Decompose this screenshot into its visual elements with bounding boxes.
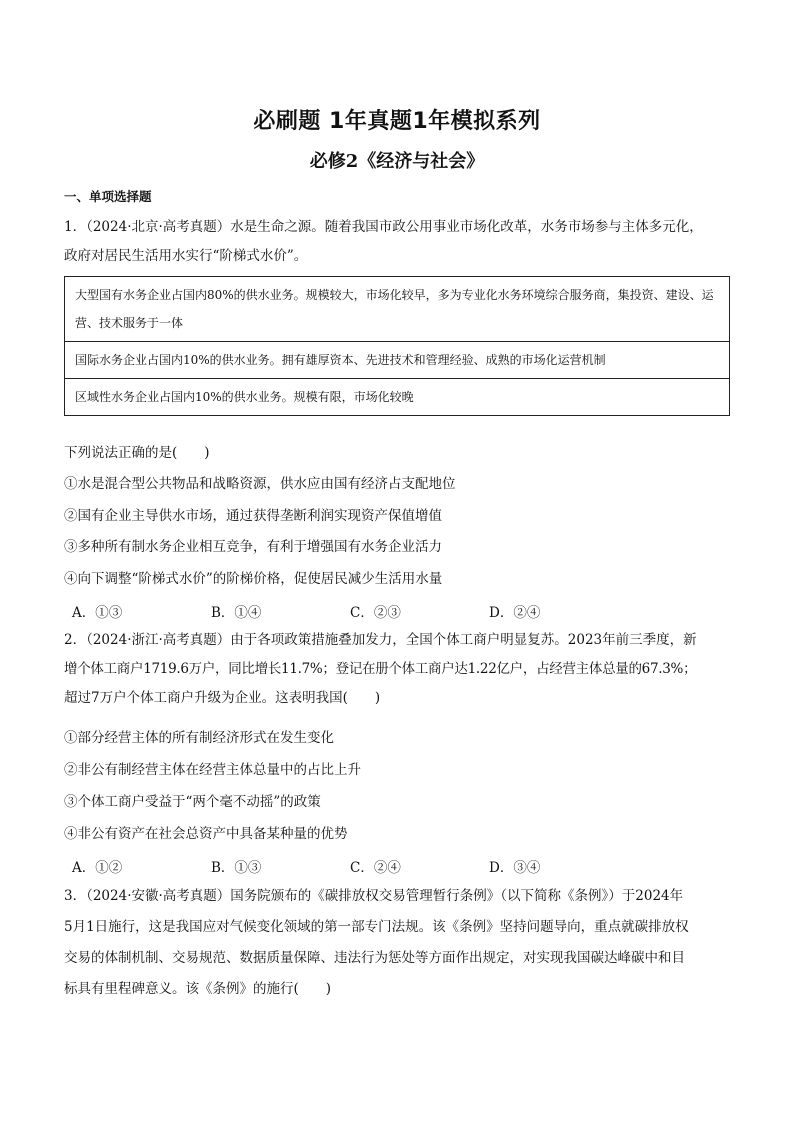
table-row <box>65 342 730 379</box>
table-cell: 国际水务企业占国内10%的供水业务。拥有雄厚资本、先进技术和管理经验、成熟的市场化运营机制 <box>65 342 730 379</box>
question-1-table <box>64 276 730 416</box>
question-1-stem: 下列说法正确的是( ) <box>64 445 210 461</box>
question-3-line-1: 3．（2024·安徽·高考真题）国务院颁布的《碳排放权交易管理暂行条例》（以下简称《条例》）于2024年 <box>64 888 684 904</box>
choice-c[interactable]: C．②④ <box>350 860 401 876</box>
question-2-option-1: ①部分经营主体的所有制经济形式在发生变化 <box>64 730 334 746</box>
question-3-line-4: 标具有里程碑意义。该《条例》的施行( ) <box>64 981 332 997</box>
choice-c[interactable]: C．②③ <box>350 605 401 621</box>
document-subtitle: 必修2《经济与社会》 <box>309 151 485 172</box>
question-1-option-4: ④向下调整“阶梯式水价”的阶梯价格，促使居民减少生活用水量 <box>64 571 443 587</box>
question-2-text <box>64 626 730 713</box>
question-2-line-1: 2．（2024·浙江·高考真题）由于各项政策措施叠加发力，全国个体工商户明显复苏。2023年前三季度，新 <box>64 632 697 648</box>
choice-d[interactable]: D．②④ <box>489 605 541 621</box>
question-3-line-2: 5月1日施行，这是我国应对气候变化领域的第一部专门法规。该《条例》坚持问题导向，重点就碳排放权 <box>64 919 689 935</box>
question-1-option-2: ②国有企业主导供水市场，通过获得垄断利润实现资产保值增值 <box>64 508 442 524</box>
question-3-text <box>64 881 730 1005</box>
table-row <box>65 379 730 416</box>
document-title: 必刷题 1年真题1年模拟系列 <box>253 109 541 134</box>
table-cell: 区域性水务企业占国内10%的供水业务。规模有限，市场化较晚 <box>65 379 730 416</box>
question-1-text <box>64 213 730 271</box>
question-2-option-2: ②非公有制经营主体在经营主体总量中的占比上升 <box>64 762 361 778</box>
question-2-line-3: 超过7万户个体工商户升级为企业。这表明我国( ) <box>64 690 381 706</box>
question-1-option-1: ①水是混合型公共物品和战略资源，供水应由国有经济占支配地位 <box>64 476 456 492</box>
section-heading: 一、单项选择题 <box>64 189 152 204</box>
choice-d[interactable]: D．③④ <box>489 860 541 876</box>
choice-a[interactable]: A．①③ <box>72 605 123 621</box>
question-3-line-3: 交易的体制机制、交易规范、数据质量保障、违法行为惩处等方面作出规定，对实现我国碳达峰碳中和目 <box>64 950 685 966</box>
choice-a[interactable]: A．①② <box>72 860 123 876</box>
question-1-option-3: ③多种所有制水务企业相互竞争，有利于增强国有水务企业活力 <box>64 539 442 555</box>
question-2-option-3: ③个体工商户受益于“两个毫不动摇”的政策 <box>64 794 321 810</box>
table-cell: 大型国有水务企业占国内80%的供水业务。规模较大，市场化较早，多为专业化水务环境综合服务商，集投资、建设、运营、技术服务于一体 <box>65 277 730 342</box>
question-1-line-1: 1．（2024·北京·高考真题）水是生命之源。随着我国市政公用事业市场化改革，水务市场参与主体多元化， <box>64 219 703 235</box>
question-1-line-2: 政府对居民生活用水实行“阶梯式水价”。 <box>64 248 308 264</box>
question-2-line-2: 增个体工商户1719.6万户，同比增长11.7%；登记在册个体工商户达1.22亿户，占经营主体总量的67.3%； <box>64 661 697 677</box>
choice-b[interactable]: B．①④ <box>211 605 262 621</box>
question-1-choices <box>72 601 628 621</box>
choice-b[interactable]: B．①③ <box>211 860 262 876</box>
question-2-choices <box>72 856 628 876</box>
table-row <box>65 277 730 342</box>
question-2-option-4: ④非公有资产在社会总资产中具备某种量的优势 <box>64 826 348 842</box>
